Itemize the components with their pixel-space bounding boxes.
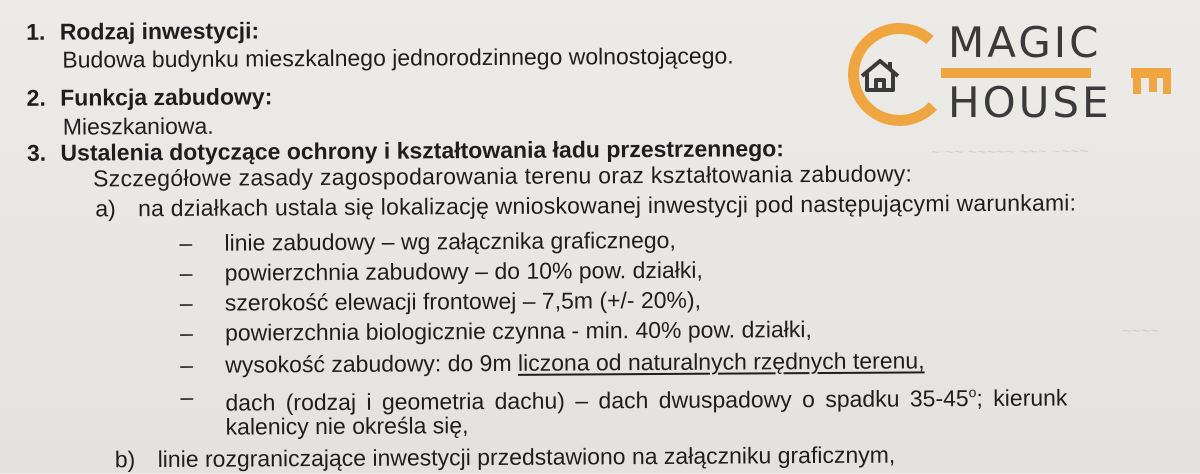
- sub-a-line: [95, 188, 1076, 222]
- bullet-building-height: [225, 346, 924, 378]
- sub-b-text: linie rozgraniczające inwestycji przedstawiono na załączniku graficznym,: [157, 441, 896, 473]
- bullet-building-lines: linie zabudowy – wg załącznika graficznego,: [224, 226, 676, 256]
- bleed-through-text: ~~~~: [1121, 322, 1160, 341]
- roof-text: dach (rodzaj i geometria dachu) – dach dwuspadowy o spadku 35-45: [225, 385, 969, 416]
- bleed-through-text: ~ ~~ ~~~~~ ~~~ ~~~~: [930, 143, 1089, 162]
- bullet-dash: –: [179, 319, 193, 346]
- bullet-building-area: powierzchnia zabudowy – do 10% pow. działki,: [224, 256, 703, 286]
- magic-house-watermark: [835, 18, 1180, 133]
- item-2-heading: Funkcja zabudowy:: [60, 83, 273, 111]
- height-underlined-text: liczona od naturalnych rzędnych terenu,: [517, 347, 925, 376]
- sub-a-text: na działkach ustala się lokalizację wnioskowanej inwestycji pod następującymi warunkami:: [138, 189, 1077, 222]
- bullet-biologically-active-area: powierzchnia biologicznie czynna - min. 40% pow. działki,: [224, 316, 812, 346]
- bullet-dash: –: [179, 289, 193, 316]
- sub-b-label: b): [114, 446, 136, 473]
- item-2-number: 2.: [26, 84, 46, 111]
- degree-sign: o: [968, 384, 977, 401]
- key-teeth-shape: [1131, 68, 1171, 94]
- logo-tagline: BIURO NIERUCHOMOŚCI: [951, 70, 1086, 78]
- item-3-number: 3.: [26, 139, 47, 166]
- roof-text-tail: ; kierunk: [976, 384, 1068, 412]
- sub-b-line: [115, 441, 896, 474]
- bullet-dash: –: [180, 383, 194, 410]
- item-2-text: Mieszkaniowa.: [62, 112, 214, 140]
- roof-text-continued: kalenicy nie określa się,: [225, 412, 469, 440]
- bullet-dash: –: [180, 351, 194, 378]
- logo-word-house: HOUSE: [948, 78, 1112, 127]
- house-icon: [862, 61, 898, 90]
- item-2-heading-line: [27, 82, 273, 112]
- height-prefix: wysokość zabudowy: do 9m: [225, 349, 519, 378]
- item-1-number: 1.: [26, 18, 46, 45]
- item-1-heading: Rodzaj inwestycji:: [59, 17, 260, 45]
- bullet-facade-width: szerokość elewacji frontowej – 7,5m (+/- 20%),: [224, 286, 702, 316]
- sub-a-label: a): [95, 195, 116, 222]
- item-1-heading-line: [26, 16, 259, 45]
- bullet-dash: –: [179, 259, 193, 286]
- bullet-roof: [225, 377, 1067, 416]
- logo-word-magic: MAGIC: [948, 18, 1102, 67]
- item-3-text: Szczegółowe zasady zagospodarowania terenu oraz kształtowania zabudowy:: [93, 160, 913, 192]
- bullet-dash: –: [179, 229, 193, 256]
- item-1-text: Budowa budynku mieszkalnego jednorodzinnego wolnostojącego.: [62, 42, 734, 73]
- item-3-heading: Ustalenia dotyczące ochrony i kształtowania ładu przestrzennego:: [60, 135, 784, 166]
